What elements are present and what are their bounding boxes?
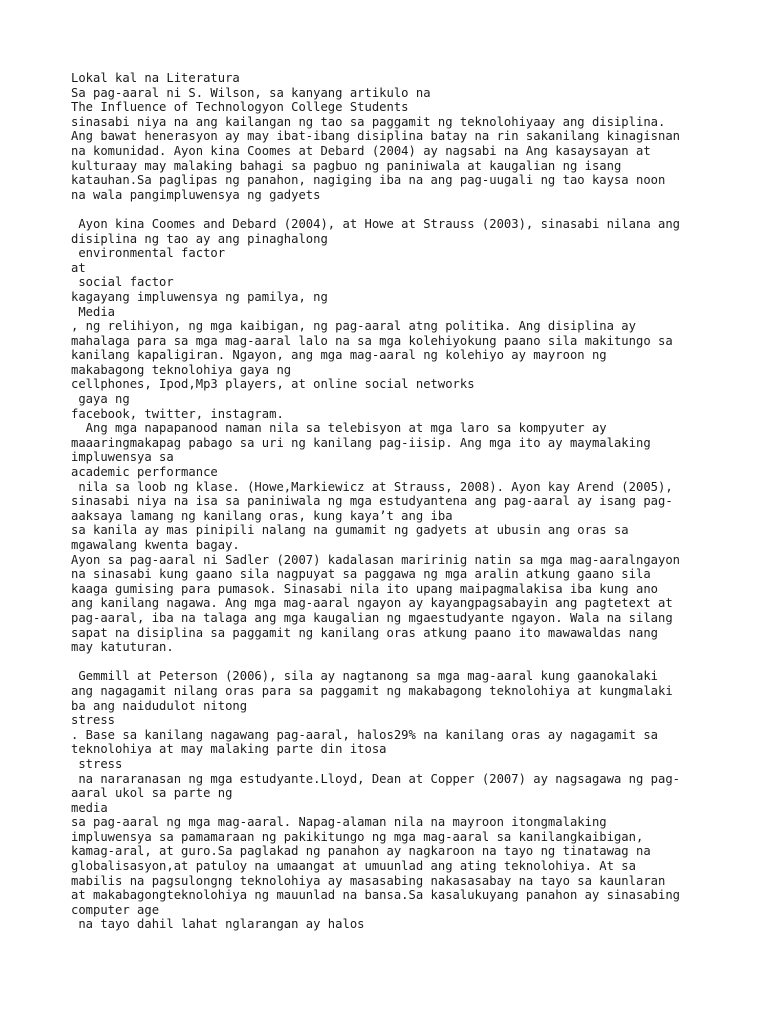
text-line: at makabagongteknolohiya ng mauunlad na bansa.Sa kasalukuyang panahon ay sinasabing	[71, 888, 681, 903]
text-line: Sa pag-aaral ni S. Wilson, sa kanyang artikulo na	[71, 85, 431, 100]
text-line: na tayo dahil lahat nglarangan ay halos	[71, 917, 365, 932]
text-line: kulturaay may malaking bahagi sa pagbuo ng paniniwala at kaugalian ng isang	[71, 158, 622, 173]
text-line: maaaringmakapag pabago sa uri ng kanilang pag-iisip. Ang mga ito ay maymalaking	[71, 435, 651, 450]
text-line: sa kanila ay mas pinipili nalang na gumamit ng gadyets at ubusin ang oras sa	[71, 523, 629, 538]
text-line: environmental factor	[71, 246, 226, 261]
text-line: pag-aaral, iba na talaga ang mga kaugalian ng mgaestudyante ngayon. Wala na silang	[71, 610, 673, 625]
text-line: ang kanilang nagawa. Ang mga mag-aaral ngayon ay kayangpagsabayin ang pagtetext at	[71, 596, 673, 611]
text-line: Ang bawat henerasyon ay may ibat-ibang disiplina batay na rin sakanilang kinagisnan	[71, 129, 681, 144]
text-line: Gemmill at Peterson (2006), sila ay nagtanong sa mga mag-aaral kung gaanokalaki	[71, 669, 658, 684]
text-line: Ayon kina Coomes and Debard (2004), at Howe at Strauss (2003), sinasabi nilana ang	[71, 216, 681, 231]
text-line: social factor	[71, 275, 174, 290]
text-line: impluwensya sa pamamaraan ng pakikitungo ng mga mag-aaral sa kanilangkaibigan,	[71, 829, 644, 844]
text-line: Media	[71, 304, 116, 319]
text-line: kamag-aral, at guro.Sa paglakad ng panahon ay nagkaroon na tayo ng tinatawag na	[71, 844, 651, 859]
text-line: kagayang impluwensya ng pamilya, ng	[71, 289, 328, 304]
text-line: ba ang naidudulot nitong	[71, 698, 248, 713]
text-line: cellphones, Ipod,Mp3 players, at online social networks	[71, 377, 475, 392]
text-line: Ang mga napapanood naman nila sa telebisyon at mga laro sa kompyuter ay	[71, 421, 607, 436]
text-line: sinasabi niya na ang kailangan ng tao sa paggamit ng teknolohiyaay ang disiplina.	[71, 114, 666, 129]
text-line: impluwensya sa	[71, 450, 174, 465]
text-line: kanilang kapaligiran. Ngayon, ang mga mag-aaral ng kolehiyo ay mayroon ng	[71, 348, 607, 363]
text-line: teknolohiya at may malaking parte din itosa	[71, 742, 387, 757]
text-line: mabilis na pagsulongng teknolohiya ay masasabing nakasasabay na tayo sa kaunlaran	[71, 873, 666, 888]
text-line: mahalaga para sa mga mag-aaral lalo na sa mga kolehiyokung paano sila makitungo sa	[71, 333, 673, 348]
text-line: makabagong teknolohiya gaya ng	[71, 362, 292, 377]
document-text	[71, 71, 731, 932]
text-line: The Influence of Technologyon College Students	[71, 100, 409, 115]
text-line: sinasabi niya na isa sa paniniwala ng mga estudyantena ang pag-aaral ay isang pag-	[71, 494, 673, 509]
text-line	[71, 655, 731, 670]
text-line: stress	[71, 756, 123, 771]
text-line	[71, 202, 731, 217]
text-line: , ng relihiyon, ng mga kaibigan, ng pag-aaral atng politika. Ang disiplina ay	[71, 319, 636, 334]
text-line: sa pag-aaral ng mga mag-aaral. Napag-alaman nila na mayroon itongmalaking	[71, 815, 607, 830]
text-line: . Base sa kanilang nagawang pag-aaral, halos29% na kanilang oras ay nagagamit sa	[71, 727, 658, 742]
text-line: kaaga gumising para pumasok. Sinasabi nila ito upang maipagmalakisa iba kung ano	[71, 581, 658, 596]
text-line: na wala pangimpluwensya ng gadyets	[71, 187, 321, 202]
text-line: Ayon sa pag-aaral ni Sadler (2007) kadalasan maririnig natin sa mga mag-aaralngayon	[71, 552, 681, 567]
text-line: globalisasyon,at patuloy na umaangat at umuunlad ang ating teknolohiya. At sa	[71, 859, 636, 874]
text-line: mgawalang kwenta bagay.	[71, 538, 240, 552]
text-line: computer age	[71, 902, 160, 917]
text-line: at	[71, 260, 86, 275]
text-line: katauhan.Sa paglipas ng panahon, nagiging iba na ang pag-uugali ng tao kaysa noon	[71, 173, 666, 188]
text-line: gaya ng	[71, 392, 130, 407]
text-line: disiplina ng tao ay ang pinaghalong	[71, 231, 328, 246]
text-line: Lokal kal na Literatura	[71, 71, 240, 85]
text-line: academic performance	[71, 465, 218, 480]
text-line: na nararanasan ng mga estudyante.Lloyd, Dean at Copper (2007) ay nagsagawa ng pag-	[71, 771, 681, 786]
text-line: sapat na disiplina sa paggamit ng kanilang oras atkung paano ito mawawaldas nang	[71, 625, 658, 640]
text-line: aaksaya lamang ng kanilang oras, kung kaya’t ang iba	[71, 508, 453, 523]
text-line: may katuturan.	[71, 640, 174, 655]
text-line: media	[71, 800, 108, 815]
text-line: na komunidad. Ayon kina Coomes at Debard (2004) ay nagsabi na Ang kasaysayan at	[71, 143, 651, 158]
text-line: na sinasabi kung gaano sila nagpuyat sa paggawa ng mga aralin atkung gaano sila	[71, 567, 651, 582]
text-line: stress	[71, 713, 116, 728]
text-line: aaral ukol sa parte ng	[71, 786, 233, 801]
text-line: facebook, twitter, instagram.	[71, 406, 284, 421]
text-line: nila sa loob ng klase. (Howe,Markiewicz at Strauss, 2008). Ayon kay Arend (2005),	[71, 479, 673, 494]
text-line: ang nagagamit nilang oras para sa paggamit ng makabagong teknolohiya at kungmalaki	[71, 683, 673, 698]
